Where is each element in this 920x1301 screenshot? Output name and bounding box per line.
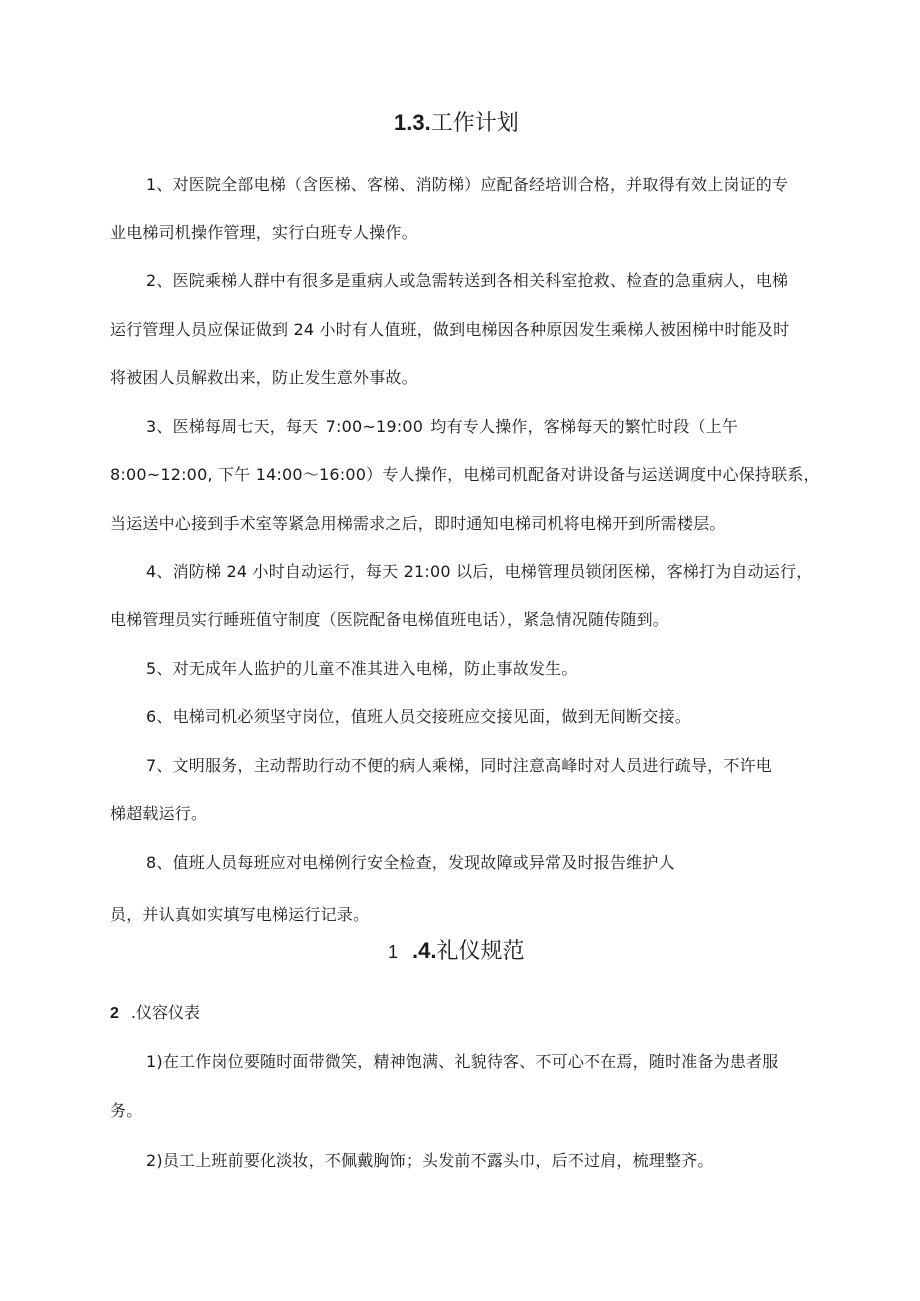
- item-4-line-1: 4、消防梯 24 小时自动运行，每天 21:00 以后，电梯管理员锁闭医梯，客梯打为自动运行，: [146, 562, 813, 581]
- section-heading-1-4: [388, 937, 525, 966]
- item-2-line-1: 2、医院乘梯人群中有很多是重病人或急需转送到各相关科室抢救、检查的急重病人，电梯: [146, 271, 789, 290]
- item-3-line-3: 当运送中心接到手术室等紧急用梯需求之后，即时通知电梯司机将电梯开到所需楼层。: [110, 514, 726, 533]
- etiquette-2-line-1: 2)员工上班前要化淡妆，不佩戴胸饰；头发前不露头巾，后不过肩，梳理整齐。: [146, 1151, 714, 1170]
- item-6-line-1: 6、电梯司机必须坚守岗位，值班人员交接班应交接见面，做到无间断交接。: [146, 707, 691, 726]
- item-1-line-1: 1、对医院全部电梯（含医梯、客梯、消防梯）应配备经培训合格，并取得有效上岗证的专: [146, 175, 789, 194]
- subsection-heading-2: [110, 1003, 200, 1024]
- etiquette-1-line-2: 务。: [110, 1101, 143, 1120]
- item-3-line-1: 3、医梯每周七天，每天 7:00~19:00 均有专人操作，客梯每天的繁忙时段（上午: [146, 417, 739, 436]
- item-8-line-2: 员，并认真如实填写电梯运行记录。: [110, 905, 370, 924]
- item-3-line-2: 8:00~12:00, 下午 14:00～16:00）专人操作，电梯司机配备对讲设备与运送调度中心保持联系，: [110, 465, 820, 484]
- section-title: 礼仪规范: [436, 939, 525, 964]
- item-1-line-2: 业电梯司机操作管理，实行白班专人操作。: [110, 223, 418, 242]
- item-5-line-1: 5、对无成年人监护的儿童不准其进入电梯，防止事故发生。: [146, 659, 578, 678]
- etiquette-1-line-1: 1)在工作岗位要随时面带微笑，精神饱满、礼貌待客、不可心不在焉，随时准备为患者服: [146, 1052, 779, 1071]
- subsection-title: .仪容仪表: [130, 1003, 200, 1022]
- subsection-number: 2: [110, 1005, 119, 1022]
- section-title: 工作计划: [430, 111, 519, 136]
- section-number-part-b: .4.: [412, 938, 437, 963]
- section-heading-1-3: [394, 109, 519, 138]
- item-4-line-2: 电梯管理员实行睡班值守制度（医院配备电梯值班电话），紧急情况随传随到。: [110, 610, 670, 629]
- section-number: 1.3.: [394, 110, 431, 135]
- item-8-line-1: 8、值班人员每班应对电梯例行安全检查，发现故障或异常及时报告维护人: [146, 853, 675, 872]
- item-2-line-3: 将被困人员解救出来，防止发生意外事故。: [110, 368, 418, 387]
- section-number-part-a: 1: [388, 942, 399, 962]
- item-2-line-2: 运行管理人员应保证做到 24 小时有人值班，做到电梯因各种原因发生乘梯人被困梯中时能及时: [110, 320, 790, 339]
- item-7-line-2: 梯超载运行。: [110, 804, 208, 823]
- item-7-line-1: 7、文明服务，主动帮助行动不便的病人乘梯，同时注意高峰时对人员进行疏导，不许电: [146, 756, 772, 775]
